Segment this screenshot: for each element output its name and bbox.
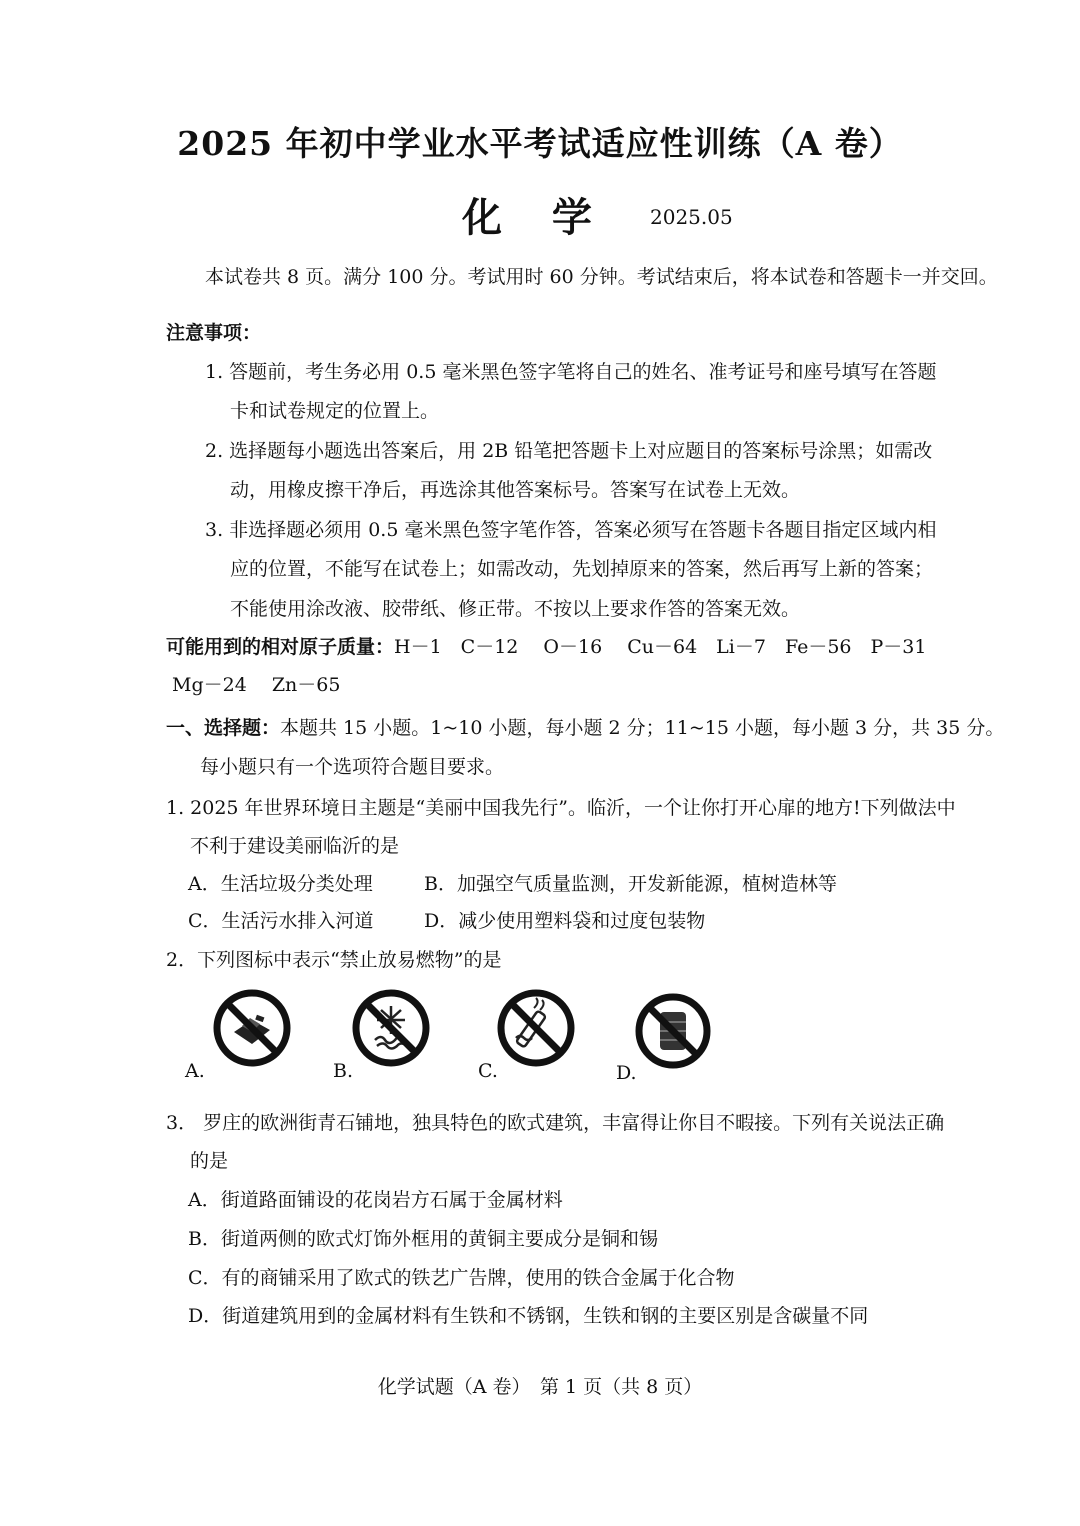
q1-option-c: C．生活污水排入河道: [188, 910, 374, 932]
no-fireworks-icon: [351, 988, 431, 1068]
q2-stem: 2．下列图标中表示“禁止放易燃物”的是: [166, 949, 502, 971]
atomic-mass-line2: Mg－24 Zn－65: [172, 674, 341, 696]
no-flammable-box-icon: [212, 988, 292, 1068]
q2-sign-c: [496, 988, 576, 1068]
page-footer: 化学试题（A 卷） 第 1 页（共 8 页）: [377, 1376, 703, 1398]
q2-label-b: B.: [333, 1060, 354, 1082]
q2-label-d: D.: [616, 1062, 637, 1084]
notice-heading: 注意事项：: [166, 322, 262, 344]
q2-label-a: A.: [185, 1060, 205, 1082]
q3-option-c: C．有的商铺采用了欧式的铁艺广告牌，使用的铁合金属于化合物: [188, 1267, 735, 1289]
atomic-mass-label: 可能用到的相对原子质量：: [166, 636, 395, 658]
q1-option-d: D．减少使用塑料袋和过度包装物: [424, 910, 706, 932]
q2-sign-d: [634, 992, 712, 1070]
atomic-mass-values-1: H－1 C－12 O－16 Cu－64 Li－7 Fe－56 P－31: [394, 636, 927, 658]
no-flammables-barrel-icon: [634, 992, 712, 1070]
notice-item-1-line1: 1. 答题前，考生务必用 0.5 毫米黑色签字笔将自己的姓名、准考证号和座号填写在答题: [205, 361, 937, 383]
exam-date: 2025.05: [650, 205, 733, 229]
subject-title: 化 学: [462, 194, 610, 241]
q1-stem-line1: 1. 2025 年世界环境日主题是“美丽中国我先行”。临沂，一个让你打开心扉的地方!下列做法中: [166, 797, 956, 819]
q1-stem-line2: 不利于建设美丽临沂的是: [190, 835, 400, 857]
atomic-mass-line1: [166, 632, 926, 659]
notice-item-3-line3: 不能使用涂改液、胶带纸、修正带。不按以上要求作答的答案无效。: [230, 598, 801, 620]
section-heading-text: 本题共 15 小题。1~10 小题，每小题 2 分；11~15 小题，每小题 3 分，共 35 分。: [280, 717, 1005, 739]
notice-item-2-line1: 2. 选择题每小题选出答案后，用 2B 铅笔把答题卡上对应题目的答案标号涂黑；如需改: [205, 440, 933, 462]
exam-title: 2025 年初中学业水平考试适应性训练（A 卷）: [177, 124, 903, 163]
q3-stem-line1: 3． 罗庄的欧洲街青石铺地，独具特色的欧式建筑，丰富得让你目不暇接。下列有关说法正确: [166, 1112, 945, 1134]
section-heading-line2: 每小题只有一个选项符合题目要求。: [200, 756, 505, 778]
q2-label-c: C.: [478, 1060, 498, 1082]
q1-option-b: B．加强空气质量监测，开发新能源，植树造林等: [424, 873, 837, 895]
q3-stem-line2: 的是: [190, 1150, 229, 1172]
q3-option-b: B．街道两侧的欧式灯饰外框用的黄铜主要成分是铜和锡: [188, 1228, 658, 1250]
section-heading: [166, 713, 1004, 740]
notice-item-1-line2: 卡和试卷规定的位置上。: [230, 400, 440, 422]
q3-option-d: D．街道建筑用到的金属材料有生铁和不锈钢，生铁和钢的主要区别是含碳量不同: [188, 1305, 869, 1327]
notice-item-3-line1: 3. 非选择题必须用 0.5 毫米黑色签字笔作答，答案必须写在答题卡各题目指定区域内相: [205, 519, 937, 541]
notice-item-3-line2: 应的位置，不能写在试卷上；如需改动，先划掉原来的答案，然后再写上新的答案；: [230, 558, 934, 580]
q2-sign-b: [351, 988, 431, 1068]
q2-sign-a: [212, 988, 292, 1068]
q3-option-a: A．街道路面铺设的花岗岩方石属于金属材料: [188, 1189, 563, 1211]
notice-item-2-line2: 动，用橡皮擦干净后，再选涂其他答案标号。答案写在试卷上无效。: [230, 479, 801, 501]
intro-text: 本试卷共 8 页。满分 100 分。考试用时 60 分钟。考试结束后，将本试卷和答题卡一并交回。: [205, 266, 998, 288]
section-heading-label: 一、选择题：: [166, 717, 281, 739]
q1-option-a: A．生活垃圾分类处理: [188, 873, 373, 895]
no-smoking-icon: [496, 988, 576, 1068]
